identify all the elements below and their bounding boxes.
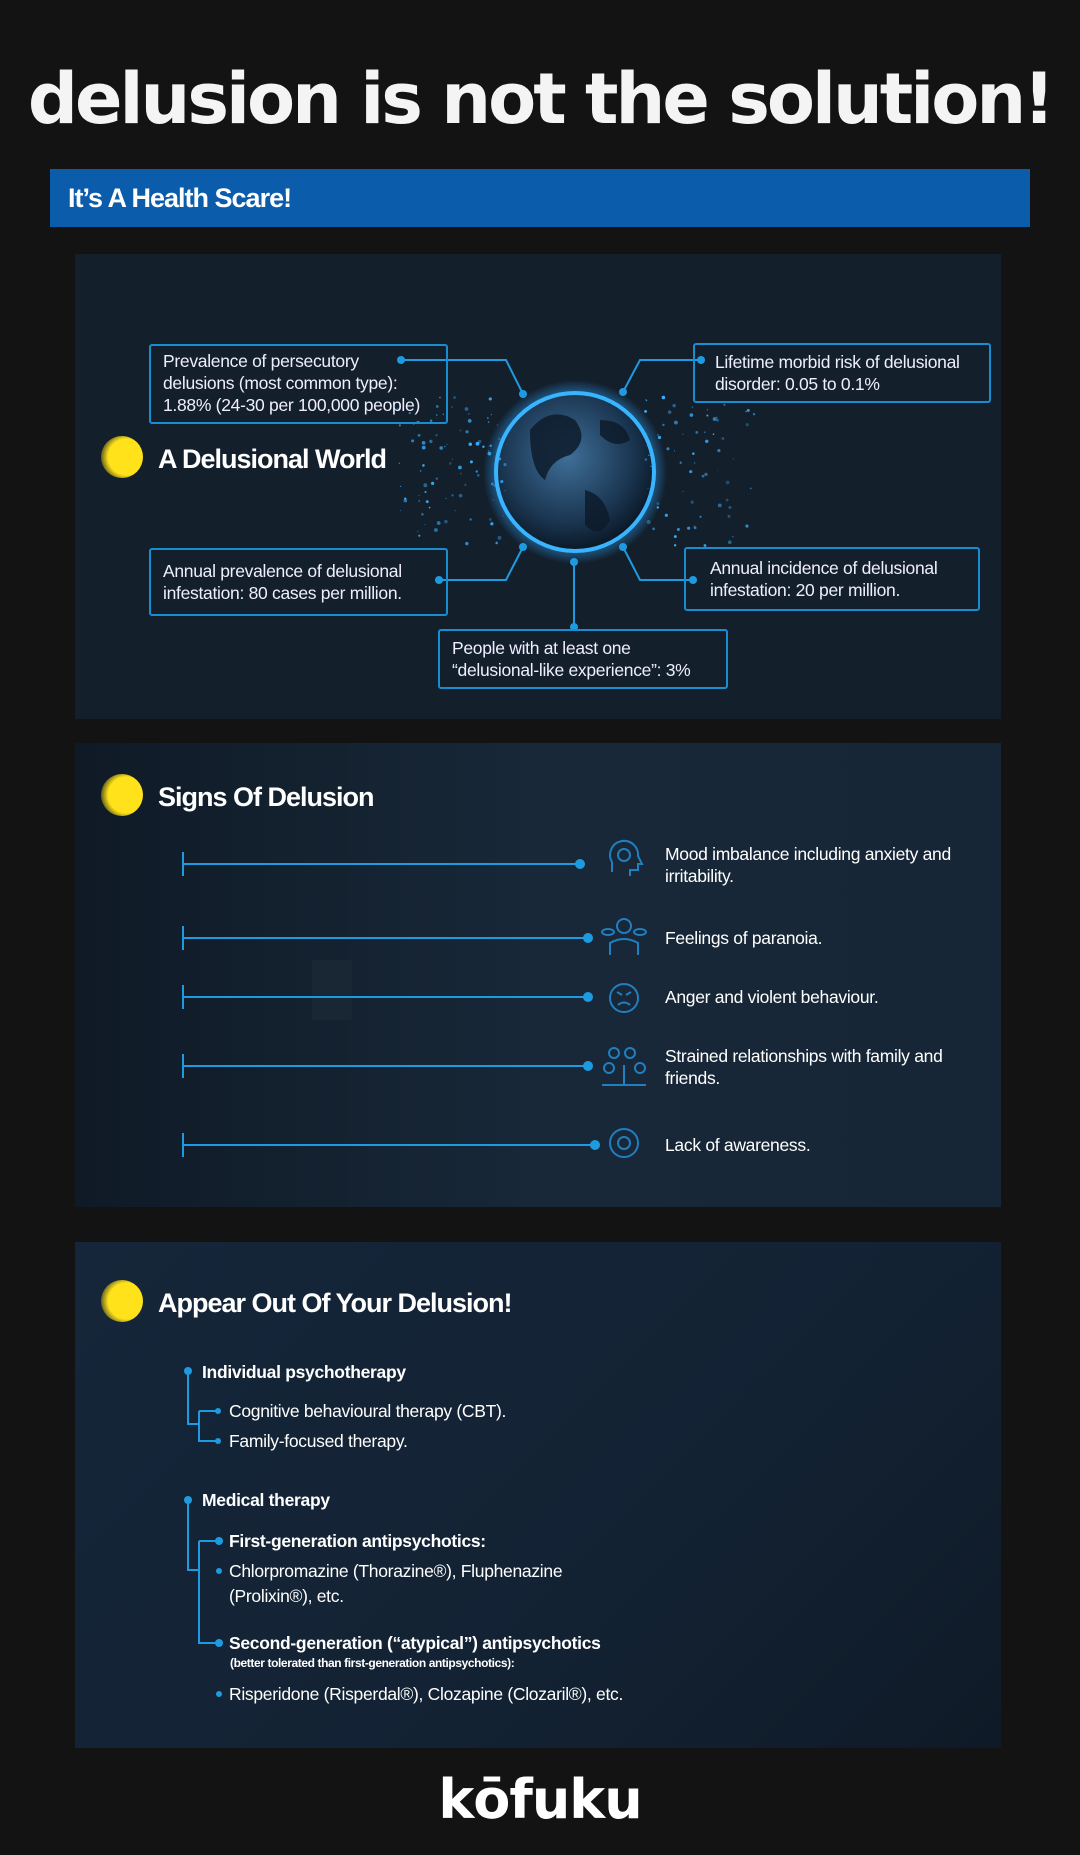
therapy-item: Cognitive behavioural therapy (CBT).: [229, 1401, 507, 1421]
fact-box-persecutory: Prevalence of persecutory delusions (most common type): 1.88% (24-30 per 100,000 people): [149, 344, 448, 424]
section-heading: Signs Of Delusion: [158, 782, 374, 812]
fact-box-delusional-experience: People with at least one “delusional-like experience”: 3%: [438, 629, 728, 689]
therapy-subcategory: First-generation antipsychotics:: [229, 1531, 486, 1551]
page-title: delusion is not the solution!: [27, 58, 1053, 140]
sign-item: Lack of awareness.: [665, 1135, 811, 1155]
section-heading: Appear Out Of Your Delusion!: [158, 1288, 512, 1318]
kofuku-logo: kōfuku: [438, 1768, 642, 1831]
sign-item: Anger and violent behaviour.: [665, 987, 879, 1007]
sign-item: Mood imbalance including anxiety and irritability.: [665, 844, 951, 886]
drug-list: (Prolixin®), etc.: [229, 1586, 344, 1606]
therapy-item: Family-focused therapy.: [229, 1431, 408, 1451]
sign-item: Strained relationships with family and friends.: [665, 1046, 943, 1088]
drug-list: Chlorpromazine (Thorazine®), Fluphenazine: [229, 1561, 563, 1581]
drug-list: Risperidone (Risperdal®), Clozapine (Clozaril®), etc.: [229, 1684, 624, 1704]
fact-box-lifetime-risk: Lifetime morbid risk of delusional disorder: 0.05 to 0.1%: [693, 343, 991, 403]
sign-item: Feelings of paranoia.: [665, 928, 823, 948]
fact-box-annual-incidence: Annual incidence of delusional infestation: 20 per million.: [684, 547, 980, 611]
fact-box-annual-prevalence: Annual prevalence of delusional infestation: 80 cases per million.: [149, 548, 448, 616]
therapy-subcategory: Second-generation (“atypical”) antipsychotics: [229, 1633, 601, 1653]
section-heading: A Delusional World: [158, 444, 387, 474]
therapy-note: (better tolerated than first-generation antipsychotics):: [230, 1656, 515, 1670]
therapy-category: Medical therapy: [202, 1490, 330, 1510]
banner-text: It’s A Health Scare!: [68, 183, 292, 213]
therapy-category: Individual psychotherapy: [202, 1362, 406, 1382]
